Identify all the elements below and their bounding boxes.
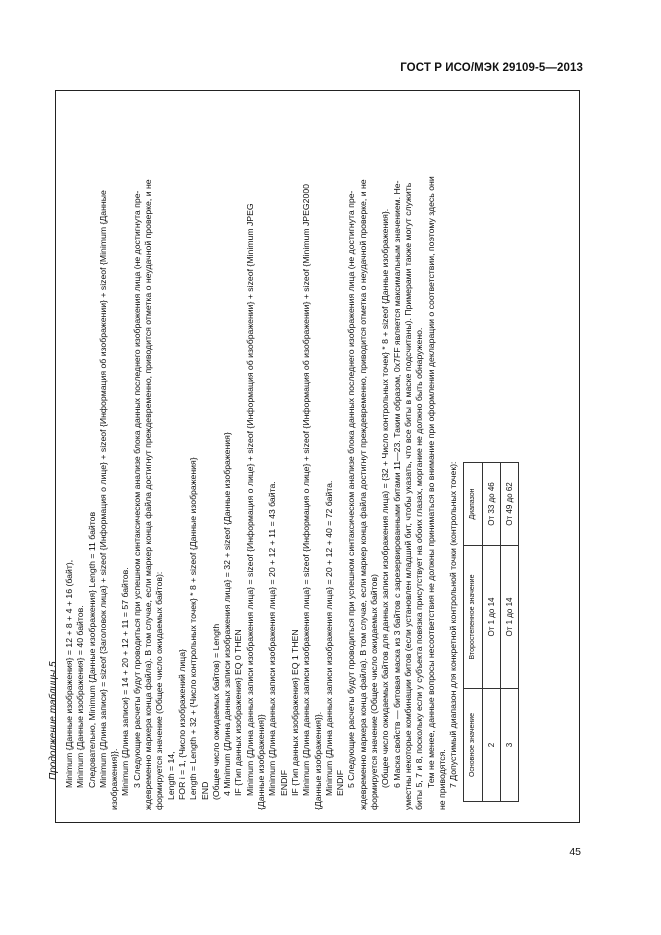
text-line: (Общее число ожидаемых байтов для данных записи изображения лица) = {32 + Число контрольных точек} * 8 + sizeof {Данные изображения}. <box>380 208 391 788</box>
table-row <box>500 463 518 802</box>
table-cell: От 1 до 14 <box>482 546 500 689</box>
table-header-row <box>464 463 482 802</box>
column-header: Второстепенное значение <box>464 546 482 689</box>
page-number: 45 <box>569 846 581 858</box>
text-line: 6 Маска свойств — битовая маска из 3 байтов с зарезервированными битами 11—23. Таким образом, 0x7FF является максимальным значением. Не- <box>391 180 402 788</box>
text-line: изображения}}. <box>109 748 120 810</box>
text-line: формируется значение (Общее число ожидаемых байтов) <box>369 574 380 810</box>
text-line: {Данные изображения}}. <box>312 711 323 810</box>
text-line: Minimum {Данные изображения} = 12 + 8 + 4 + 16 (байт), <box>64 559 74 788</box>
text-line: Length = 14, <box>165 751 176 800</box>
text-line: Minimum {Длина данных записи изображения лица} = sizeof {Информация о лице} + sizeof {Информация об изображении} + sizeof {Minimum JPEG <box>244 203 255 796</box>
text-line: 5 Следующие расчеты будут проводиться при успешном синтаксическом анализе блока данных последнего изображения лица (не достигнута пре- <box>346 190 357 788</box>
column-header: Диапазон <box>464 463 482 546</box>
text-line: Length = Length + 32 + {Число контрольных точек} * 8 + sizeof {Данные изображения} <box>188 457 199 800</box>
table-cell: От 1 до 14 <box>500 546 518 689</box>
table-cell: От 33 до 46 <box>482 463 500 546</box>
text-line: Minimum {Длина данных записи изображения лица} = sizeof {Информация о лице} + sizeof {Информация об изображении} + sizeof {Minimum JPEG2000 <box>301 184 312 796</box>
text-line: 4 Minimum {Длина данных записи изображения лица} = 32 + sizeof {Данные изображения} <box>222 432 233 796</box>
range-table <box>463 462 519 802</box>
document-header: ГОСТ Р ИСО/МЭК 29109-5—2013 <box>400 62 583 74</box>
column-header: Основное значение <box>464 689 482 802</box>
text-line: ждевременно маркера конца файла). В том случае, если маркер конца файла достигнут преждевременно, приводится отметка о неудачной проверке, и не <box>357 179 368 810</box>
text-line: Minimum {Длина данных записи изображения лица} = 20 + 12 + 11 = 43 байта. <box>267 481 278 796</box>
rotated-content <box>60 96 576 816</box>
table-cell: 2 <box>482 689 500 802</box>
text-line: ENDIF <box>278 769 289 796</box>
text-line: 3 Следующие расчеты будут проводиться при успешном синтаксическом анализе блока данных последнего изображения лица (не достигнута пре- <box>131 190 142 788</box>
text-line: (Общее число ожидаемых байтов) = Length <box>210 623 221 800</box>
text-line: END <box>199 781 210 800</box>
text-line: уместны некоторые комбинации битов (если установлен младший бит, чтобы указать, что все биты в маске подсчитаны). Примерами также могут служить <box>402 182 413 810</box>
text-line: 7 Допустимый диапазон для конкретной контрольной точки (контрольных точек): <box>448 461 459 788</box>
text-line: Minimum {Длина записи} = sizeof {Заголовок лица} + sizeof {Информация о лице} + sizeof {Информация об изображении} + sizeof {Minimum {Данные <box>97 190 108 788</box>
continuation-label: Продолжение таблицы 5 <box>48 661 59 780</box>
text-line: формируется значение (Общее число ожидаемых байтов): <box>154 571 165 810</box>
text-line: ENDIF <box>335 769 346 796</box>
text-line: FOR i = 1, {Число изображений лица} <box>176 649 187 800</box>
text-line: Тем не менее, данные вопросы несоответствия не должны приниматься во внимание при оформлении декларации о соответствии, поэтому здесь они <box>425 176 436 788</box>
table-row <box>482 463 500 802</box>
text-line: не приводятся. <box>436 749 447 810</box>
text-line: {Данные изображения}} <box>256 714 267 810</box>
text-line: биты 5, 7 и 8, поскольку если у субъекта повязка присутствует на обоих глазах, моргание не должно быть обнаружено. <box>414 327 425 810</box>
text-line: IF {Тип данных изображения} EQ 0 THEN <box>233 629 244 796</box>
text-line: Следовательно, Minimum {Данные изображения} Length = 11 байтов <box>86 511 97 788</box>
text-line: ждевременно маркера конца файла). В том случае, если маркер конца файла достигнут преждевременно, приводится отметка о неудачной проверке, и не <box>143 179 154 810</box>
table-cell: От 49 до 62 <box>500 463 518 546</box>
text-line: Minimum {Длина данных записи изображения лица} = 20 + 12 + 40 = 72 байта. <box>323 480 334 796</box>
text-line: IF {Тип данных изображения} EQ 1 THEN <box>289 629 300 796</box>
table-cell: 3 <box>500 689 518 802</box>
text-line: Minimum {Данные изображения} = 40 байтов. <box>75 605 86 788</box>
text-line: Minimum {Длина записи} = 14 + 20 + 12 + 11 = 57 байтов. <box>120 567 131 796</box>
